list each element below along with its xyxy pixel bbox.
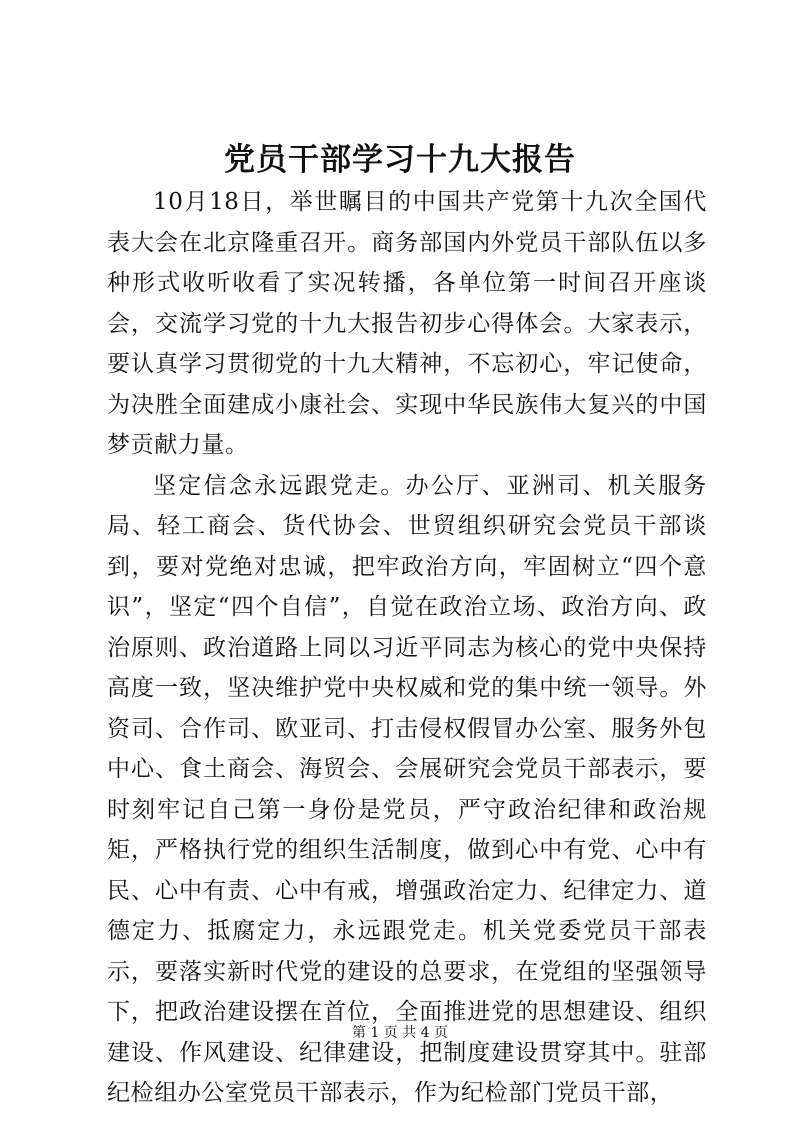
- page-footer: 第 1 页 共 4 页: [351, 1025, 449, 1041]
- paragraph-1: 10月18日，举世瞩目的中国共产党第十九次全国代表大会在北京隆重召开。商务部国内外党员干部队伍以多种形式收听收看了实况转播，各单位第一时间召开座谈会，交流学习党的十九大报告初步心得体会。大家表示，要认真学习贯彻党的十九大精神，不忘初心，牢记使命，为决胜全面建成小康社会、实现中华民族伟大复兴的中国梦贡献力量。: [107, 189, 707, 458]
- paragraph-2: 坚定信念永远跟党走。办公厅、亚洲司、机关服务局、轻工商会、货代协会、世贸组织研究会党员干部谈到，要对党绝对忠诚，把牢政治方向，牢固树立“四个意识”，坚定“四个自信”，自觉在政治立场、政治方向、政治原则、政治道路上同以习近平同志为核心的党中央保持高度一致，坚决维护党中央权威和党的集中统一领导。外资司、合作司、欧亚司、打击侵权假冒办公室、服务外包中心、食土商会、海贸会、会展研究会党员干部表示，要时刻牢记自己第一身份是党员，严守政治纪律和政治规矩，严格执行党的组织生活制度，做到心中有党、心中有民、心中有责、心中有戒，增强政治定力、纪律定力、道德定力、抵腐定力，永远跟党走。机关党委党员干部表示，要落实新时代党的建设的总要求，在党组的坚强领导下，把政治建设摆在首位，全面推进党的思想建设、组织建设、作风建设、纪律建设，把制度建设贯穿其中。驻部纪检组办公室党员干部表示，作为纪检部门党员干部，: [107, 472, 707, 1106]
- document-title: 党员干部学习十九大报告: [224, 142, 576, 178]
- document-body: [107, 182, 707, 1114]
